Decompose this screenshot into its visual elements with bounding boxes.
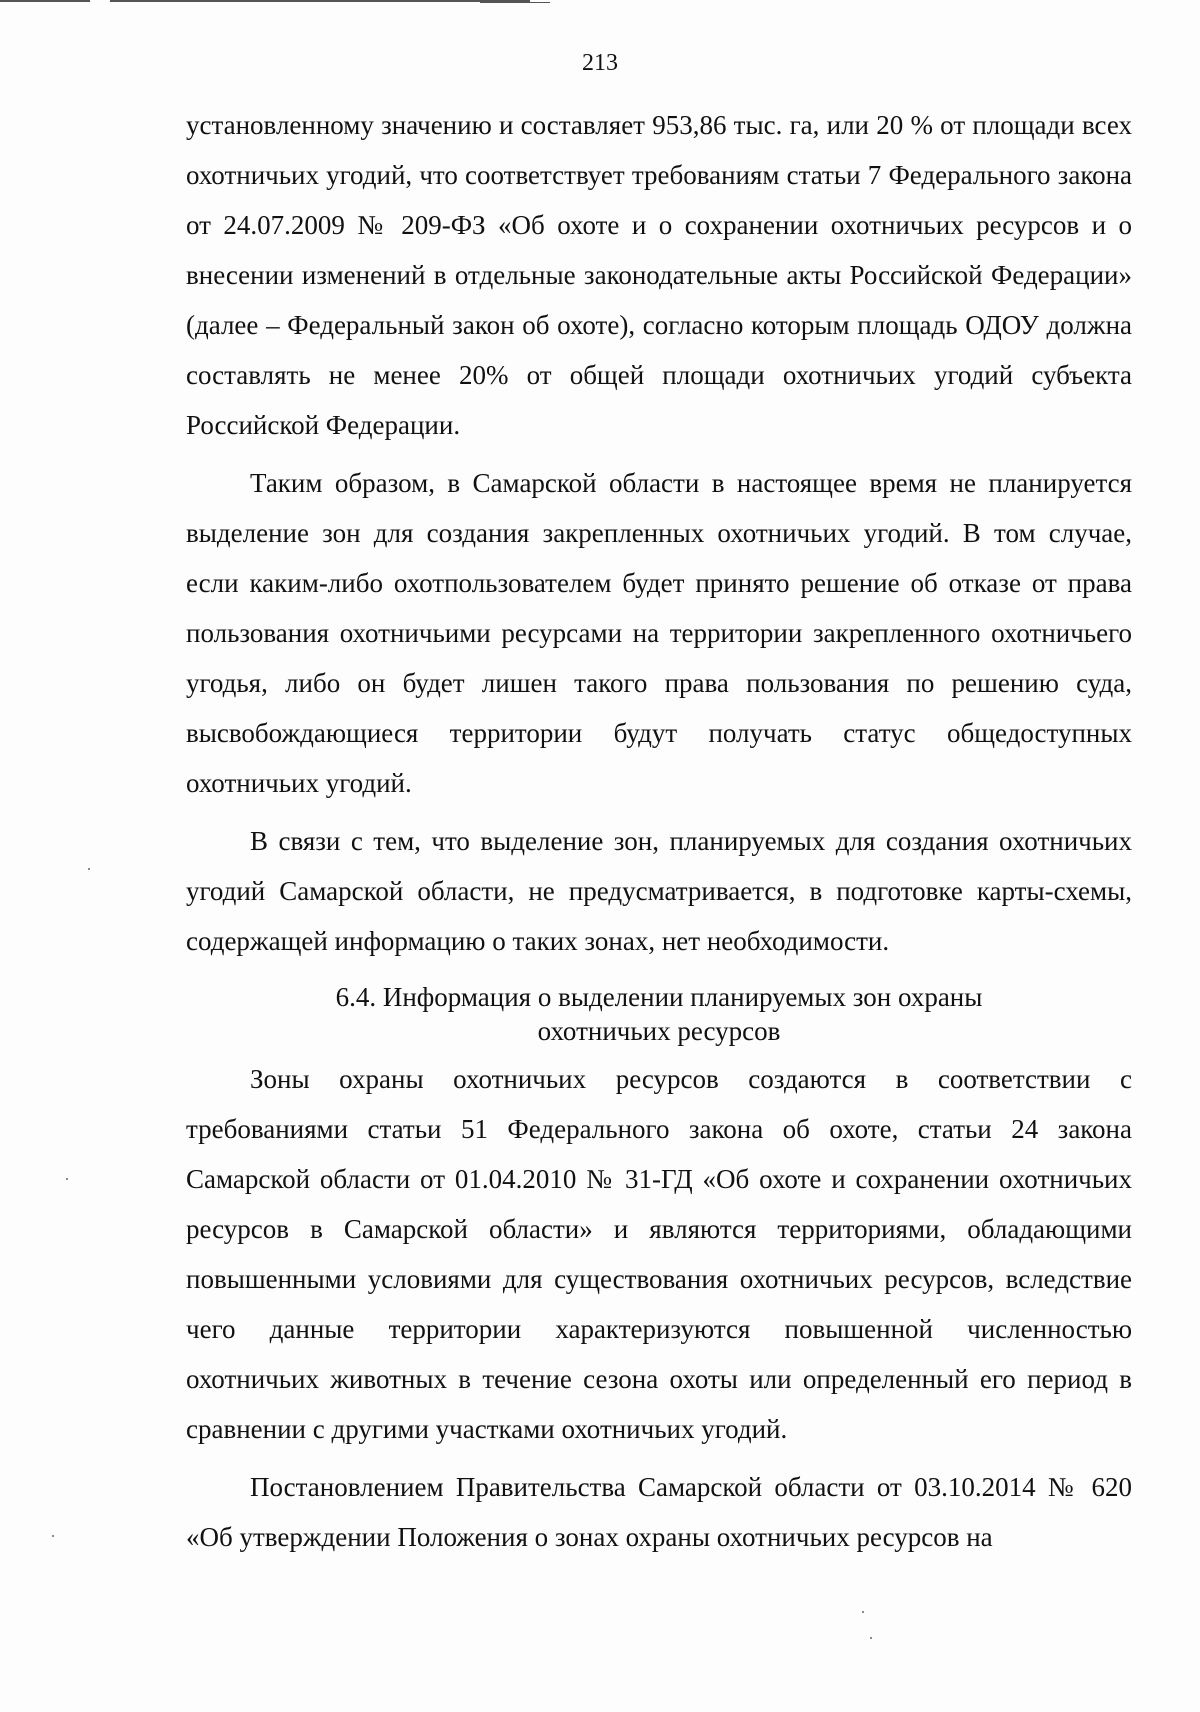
scan-speck — [870, 1637, 872, 1639]
paragraph-no-map-needed: В связи с тем, что выделение зон, планируемых для создания охотничьих угодий Самарской области, не предусматривается, в подготовке карты-схемы, содержащей информацию о таких зонах, нет необходимости. — [186, 826, 1132, 956]
scan-edge-line — [110, 0, 530, 2]
document-body — [186, 100, 1132, 1562]
paragraph-resolution: Постановлением Правительства Самарской области от 03.10.2014 № 620 «Об утверждении Положения о зонах охраны охотничьих ресурсов на — [186, 1472, 1132, 1552]
section-heading — [186, 980, 1132, 1048]
scan-edge-line — [0, 0, 90, 2]
paragraph-no-zones-planned: Таким образом, в Самарской области в настоящее время не планируется выделение зон для создания закрепленных охотничьих угодий. В том случае, если каким-либо охотпользователем будет принято решение об отказе от права пользования охотничьими ресурсами на территории закрепленного охотничьего угодья, либо он будет лишен такого права пользования по решению суда, высвобождающиеся территории будут получать статус общедоступных охотничьих угодий. — [186, 468, 1132, 798]
scan-speck — [862, 1611, 864, 1613]
page-number: 213 — [582, 50, 618, 76]
paragraph-protection-zones: Зоны охраны охотничьих ресурсов создаются в соответствии с требованиями статьи 51 Федерального закона об охоте, статьи 24 закона Самарской области от 01.04.2010 № 31-ГД «Об охоте и сохранении охотничьих ресурсов в Самарской области» и являются территориями, обладающими повышенными условиями для существования охотничьих ресурсов, вследствие чего данные территории характеризуются повышенной численностью охотничьих животных в течение сезона охоты или определенный его период в сравнении с другими участками охотничьих угодий. — [186, 1064, 1132, 1444]
section-heading-line-2: охотничьих ресурсов — [537, 1016, 781, 1046]
scan-speck — [88, 868, 90, 870]
scan-speck — [52, 1535, 54, 1537]
scan-edge-line — [480, 2, 550, 3]
section-heading-line-1: 6.4. Информация о выделении планируемых зон охраны — [335, 982, 983, 1012]
scan-speck — [66, 1178, 68, 1180]
paragraph-continuation: установленному значению и составляет 953,86 тыс. га, или 20 % от площади всех охотничьих угодий, что соответствует требованиям статьи 7 Федерального закона от 24.07.2009 № 209-ФЗ «Об охоте и о сохранении охотничьих ресурсов и о внесении изменений в отдельные законодательные акты Российской Федерации» (далее – Федеральный закон об охоте), согласно которым площадь ОДОУ должна составлять не менее 20% от общей площади охотничьих угодий субъекта Российской Федерации. — [186, 110, 1132, 440]
